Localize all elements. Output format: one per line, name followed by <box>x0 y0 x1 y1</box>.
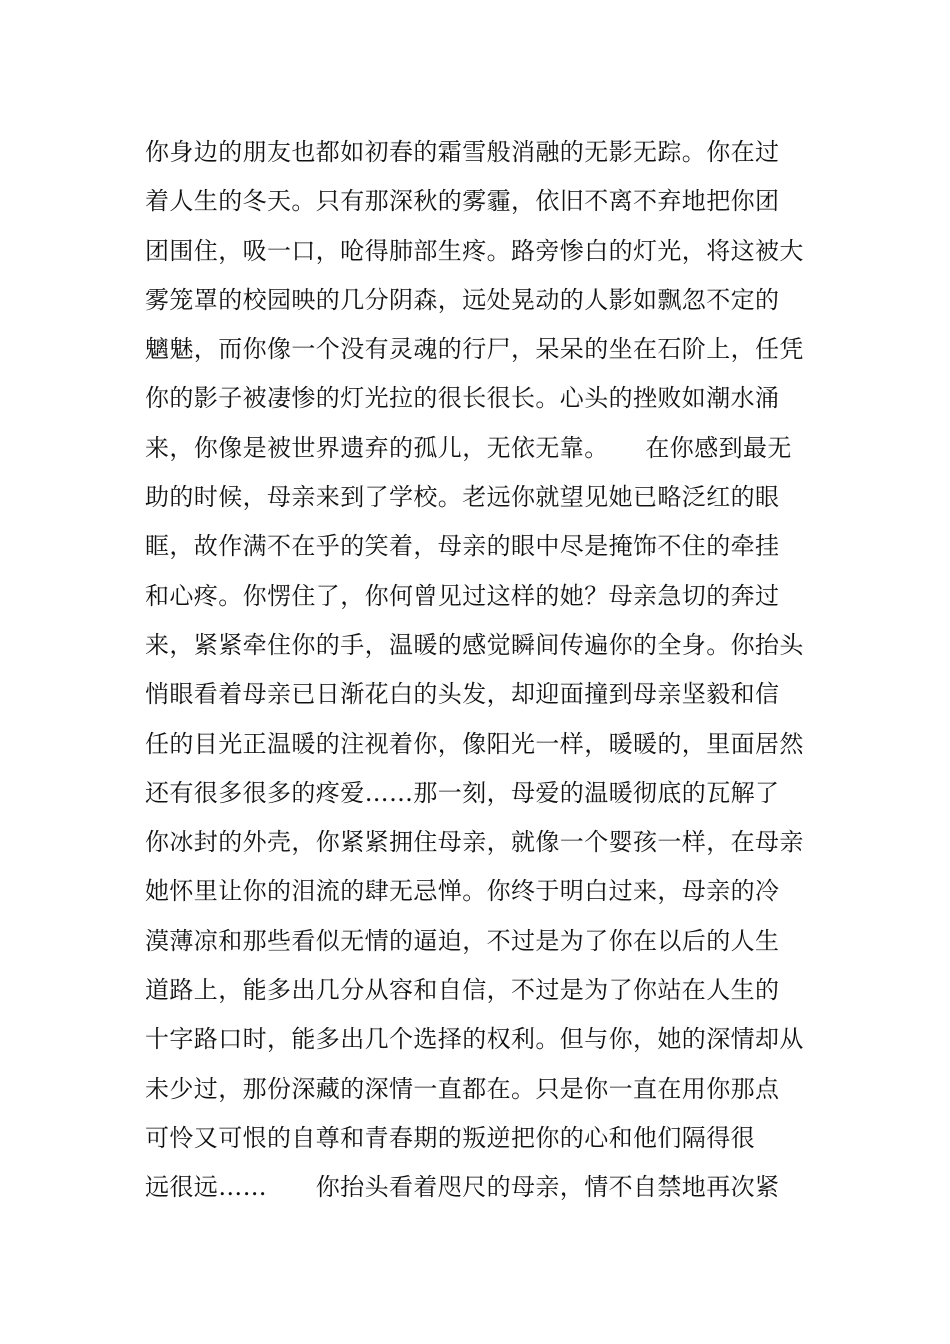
text-line-16: 她怀里让你的泪流的肆无忌惮。你终于明白过来，母亲的冷 <box>145 877 780 906</box>
text-line-20: 未少过，那份深藏的深情一直都在。只是你一直在用你那点 <box>145 1074 780 1103</box>
text-line-2: 着人生的冬天。只有那深秋的雾霾，依旧不离不弃地把你团 <box>145 187 780 216</box>
text-line-22: 远很远…… 你抬头看着咫尺的母亲，情不自禁地再次紧 <box>145 1173 780 1202</box>
text-line-12: 悄眼看着母亲已日渐花白的头发，却迎面撞到母亲坚毅和信 <box>145 680 780 709</box>
text-line-9: 眶，故作满不在乎的笑着，母亲的眼中尽是掩饰不住的牵挂 <box>145 532 780 561</box>
text-line-19: 十字路口时，能多出几个选择的权利。但与你，她的深情却从 <box>145 1025 804 1054</box>
text-line-6: 你的影子被凄惨的灯光拉的很长很长。心头的挫败如潮水涌 <box>145 384 780 413</box>
text-line-10: 和心疼。你愣住了，你何曾见过这样的她？母亲急切的奔过 <box>145 581 780 610</box>
text-line-5: 魑魅，而你像一个没有灵魂的行尸，呆呆的坐在石阶上，任凭 <box>145 335 804 364</box>
text-line-14: 还有很多很多的疼爱……那一刻，母爱的温暖彻底的瓦解了 <box>145 778 780 807</box>
body-text <box>145 128 815 1213</box>
text-line-21: 可怜又可恨的自尊和青春期的叛逆把你的心和他们隔得很 <box>145 1123 755 1152</box>
text-line-7: 来，你像是被世界遗弃的孤儿，无依无靠。 在你感到最无 <box>145 433 792 462</box>
text-line-8: 助的时候，母亲来到了学校。老远你就望见她已略泛红的眼 <box>145 483 780 512</box>
text-line-18: 道路上，能多出几分从容和自信，不过是为了你站在人生的 <box>145 976 780 1005</box>
text-line-13: 任的目光正温暖的注视着你，像阳光一样，暖暖的，里面居然 <box>145 729 804 758</box>
text-line-3: 团围住，吸一口，呛得肺部生疼。路旁惨白的灯光，将这被大 <box>145 236 804 265</box>
text-line-11: 来，紧紧牵住你的手，温暖的感觉瞬间传遍你的全身。你抬头 <box>145 630 804 659</box>
text-line-4: 雾笼罩的校园映的几分阴森，远处晃动的人影如飘忽不定的 <box>145 285 780 314</box>
text-line-15: 你冰封的外壳，你紧紧拥住母亲，就像一个婴孩一样，在母亲 <box>145 828 804 857</box>
text-line-17: 漠薄凉和那些看似无情的逼迫，不过是为了你在以后的人生 <box>145 926 780 955</box>
text-line-1: 你身边的朋友也都如初春的霜雪般消融的无影无踪。你在过 <box>145 138 780 166</box>
